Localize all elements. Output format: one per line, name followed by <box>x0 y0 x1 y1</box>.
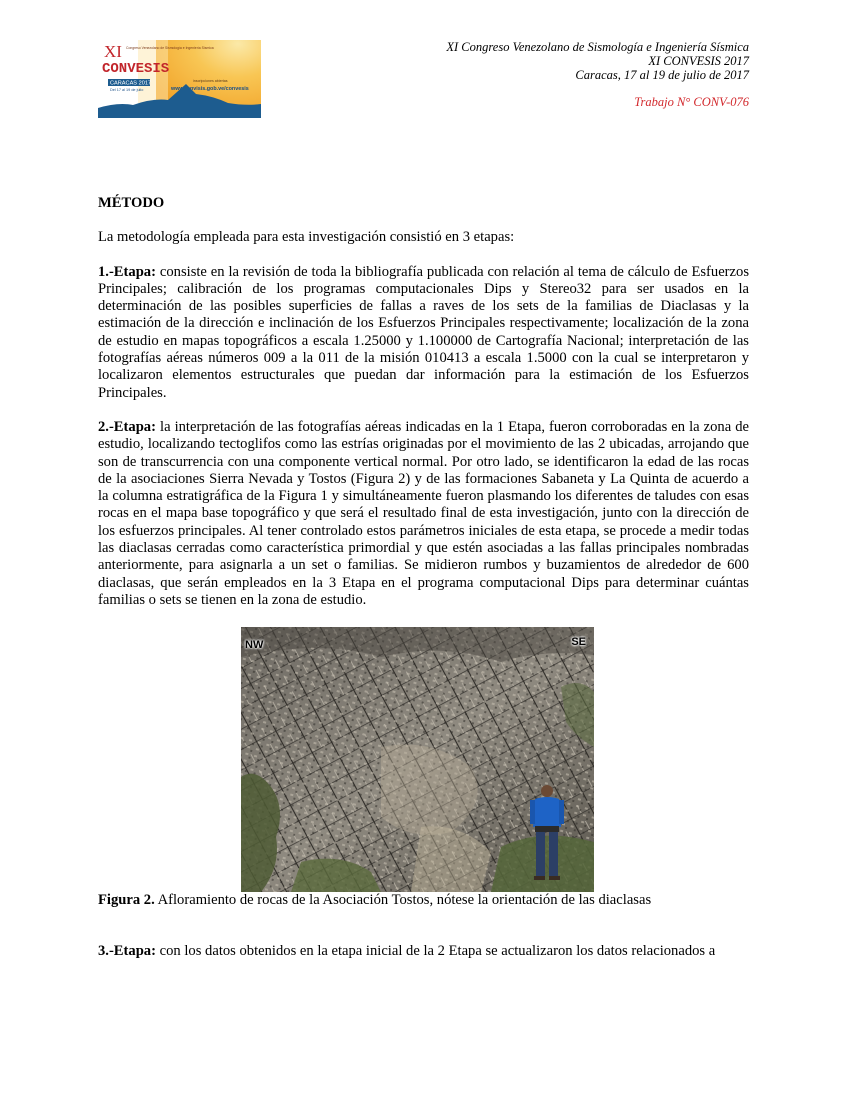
section-heading: MÉTODO <box>98 195 165 211</box>
logo-dates: Del 17 al 19 de julio <box>110 88 144 92</box>
etapa-1-paragraph <box>98 264 749 402</box>
logo-title-convesis: CONVESIS <box>102 61 170 77</box>
logo-city: CARACAS 2017 <box>110 80 152 87</box>
location-line: Caracas, 17 al 19 de julio de 2017 <box>575 68 749 82</box>
logo-url: www.funvisis.gob.ve/convesis <box>171 86 249 92</box>
congress-line: XI Congreso Venezolano de Sismología e Ingeniería Sísmica <box>446 40 749 54</box>
outcrop-photo-illustration <box>241 627 594 892</box>
page-body <box>98 195 749 960</box>
figure-2-caption-label: Figura 2. <box>98 892 155 909</box>
logo-inscriptions: inscripciones abiertas <box>193 79 228 83</box>
photo-label-nw: NW <box>245 639 264 652</box>
etapa-1-label: 1.-Etapa: <box>98 263 156 280</box>
trabajo-number: Trabajo N° CONV-076 <box>634 95 749 109</box>
congress-logo <box>98 40 261 118</box>
photo-label-se: SE <box>571 636 586 649</box>
etapa-2-label: 2.-Etapa: <box>98 418 156 435</box>
logo-title-xi: XI <box>104 42 122 61</box>
convesis-line: XI CONVESIS 2017 <box>648 54 749 68</box>
page-header <box>329 40 749 109</box>
etapa-3-paragraph <box>98 943 749 960</box>
section-intro: La metodología empleada para esta investigación consistió en 3 etapas: <box>98 229 515 246</box>
figure-2-photo <box>241 627 594 892</box>
etapa-3-text: con los datos obtenidos en la etapa inicial de la 2 Etapa se actualizaron los datos relacionados a <box>159 942 716 959</box>
etapa-1-text: consiste en la revisión de toda la bibliografía publicada con relación al tema de cálculo de Esfuerzos Principales; calibración de los programas computacionales Dips y Stereo32 para ser usados en la determinación de las posibles superficies de fallas a raves de los sets de la familias de Diaclasas y la estimación de la dirección e inclinación de los Esfuerzos Principales respectivamente; localización de la zona de estudio en mapas topográficos a escala 1.25000 y 1.100000 de Cartografía Nacional; interpretación de las fotografías aéreas números 009 a la 011 de la misión 010413 a escala 1.5000 con la cual se interpretaron y localizaron elementos estructurales que puedan dar información para la estimación de los Esfuerzos Principales. <box>98 263 750 401</box>
etapa-2-text: la interpretación de las fotografías aéreas indicadas en la 1 Etapa, fueron corroboradas en la zona de estudio, localizando tectoglifos como las estrías originadas por el movimiento de las 2 ubicadas, arrojando que son de transcurrencia con una componente vertical normal. Por otro lado, se identificaron la edad de las rocas de la asociaciones Sierra Nevada y Tostos (Figura 2) y de las formaciones Sabaneta y La Quinta de acuerdo a la columna estratigráfica de la Figura 1 y simultáneamente fueron plasmando los diferentes de taludes con esas rocas en el mapa base topográfico y que será el resultado final de esta investigación, junto con la dirección de los esfuerzos principales. Al tener controlado estos parámetros iniciales de esta etapa, se procede a medir todas las diaclasas cerradas como característica primordial y que estén asociadas a las fallas principales nombradas anteriormente, para asignarla a un set o familias. Se midieron rumbos y buzamientos de alrededor de 600 diaclasas, que serán empleados en la 3 Etapa en el programa computacional Dips para determinar cuántas familias o sets se tienen en la zona de estudio. <box>98 418 749 608</box>
figure-2-caption-text: Afloramiento de rocas de la Asociación Tostos, nótese la orientación de las diaclasas <box>154 892 652 909</box>
figure-2-caption <box>98 892 749 909</box>
etapa-2-paragraph <box>98 419 749 609</box>
logo-small-text: Congreso Venezolano de Sismología e Ingeniería Sísmica <box>126 46 214 50</box>
etapa-3-label: 3.-Etapa: <box>98 942 156 959</box>
